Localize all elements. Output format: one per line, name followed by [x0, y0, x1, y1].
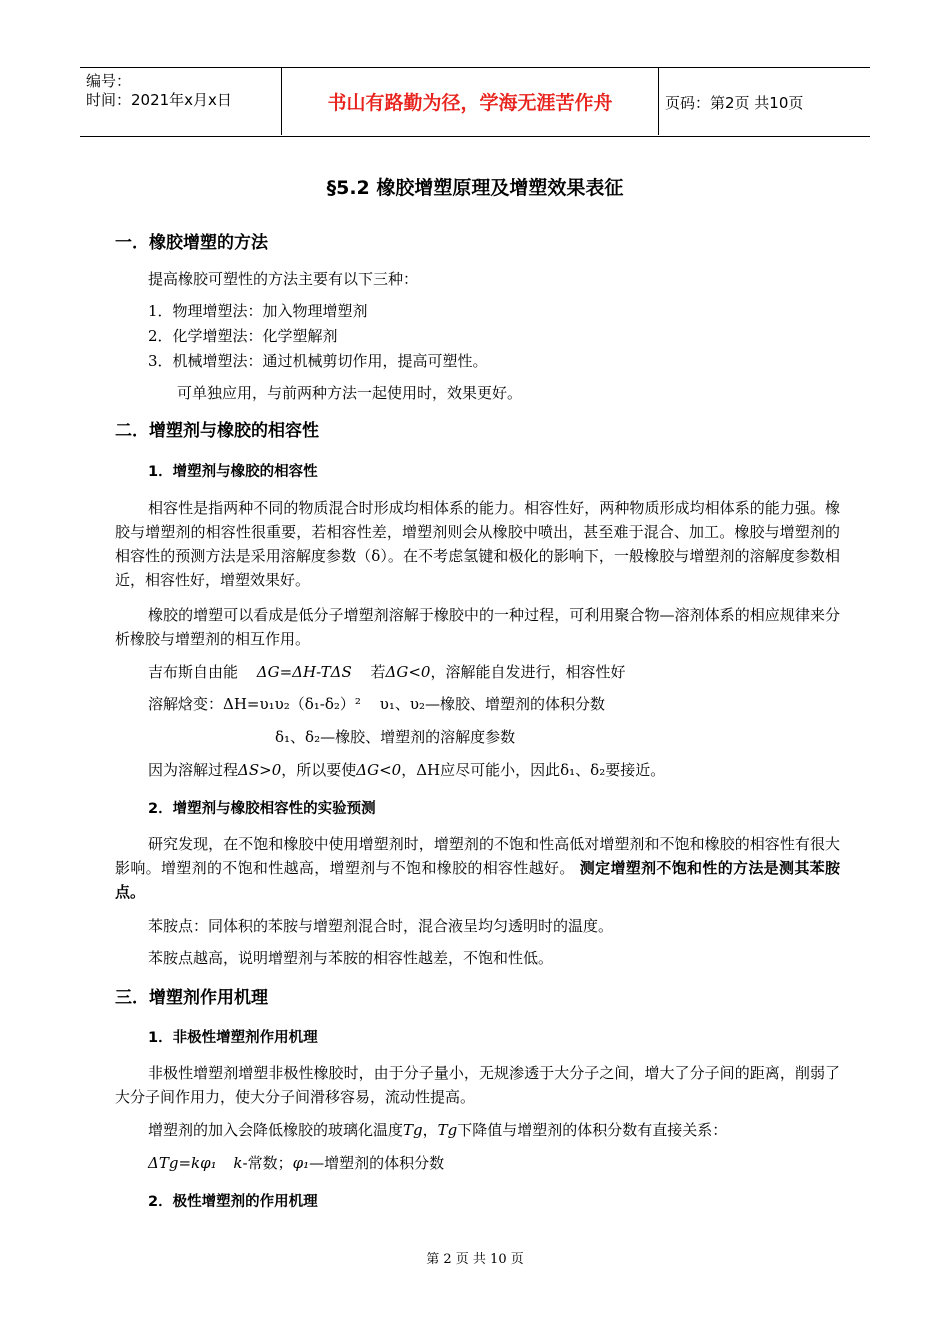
enthalpy-desc: υ₁、υ₂—橡胶、增塑剂的体积分数	[379, 695, 605, 713]
s3-eq-desc: -常数；	[242, 1154, 293, 1172]
date-label: 时间：2021年x月x日	[86, 91, 232, 109]
s2-p5: 苯胺点越高，说明增塑剂与苯胺的相容性越差，不饱和性低。	[148, 949, 554, 967]
s1-intro: 提高橡胶可塑性的方法主要有以下三种：	[148, 270, 419, 288]
because-b: ΔS>0	[238, 761, 282, 779]
delta-desc: δ₁、δ₂—橡胶、增塑剂的溶解度参数	[275, 728, 516, 746]
enthalpy-label: 溶解焓变：ΔH=υ₁υ₂（δ₁-δ₂）²	[148, 695, 361, 713]
section-1-heading: 一．橡胶增塑的方法	[115, 233, 268, 253]
s3-p2	[148, 1119, 727, 1140]
page-title: §5.2 橡胶增塑原理及增塑效果表征	[326, 177, 624, 199]
gibbs-label: 吉布斯自由能	[148, 663, 239, 681]
s2-p1: 相容性是指两种不同的物质混合时形成均相体系的能力。相容性好，两种物质形成均相体系的能力强。橡胶与增塑剂的相容性很重要，若相容性差，增塑剂则会从橡胶中喷出，甚至难于混合、加工。橡胶与增塑剂的相容性的预测方法是采用溶解度参数（δ）。在不考虑氢键和极化的影响下，一般橡胶与增塑剂的溶解度参数相近，相容性好，增塑效果好。	[115, 499, 840, 589]
s3-p2e: 下降值与增塑剂的体积分数有直接关系：	[457, 1121, 728, 1139]
s3-p2c: ，	[422, 1121, 438, 1139]
because-line	[148, 759, 665, 780]
because-d: ΔG<0	[356, 761, 402, 779]
section-3-heading: 三．增塑剂作用机理	[115, 988, 268, 1008]
s3-sub2: 2．极性增塑剂的作用机理	[148, 1194, 318, 1210]
s1-item-3: 3．机械增塑法：通过机械剪切作用，提高可塑性。	[148, 352, 488, 370]
s1-item-1: 1．物理增塑法：加入物理增塑剂	[148, 302, 368, 320]
s2-p3-bold: 测定增塑剂不饱和性的方法是测其苯胺点。	[115, 859, 840, 901]
page-header	[80, 67, 870, 137]
s3-sub1: 1．非极性增塑剂作用机理	[148, 1030, 318, 1046]
header-page-label: 页码：第2页 共10页	[665, 94, 804, 112]
gibbs-if: 若	[370, 663, 386, 681]
number-label: 编号：	[86, 72, 132, 90]
s2-sub1: 1．增塑剂与橡胶的相容性	[148, 464, 318, 480]
s3-p2a: 增塑剂的加入会降低橡胶的玻璃化温度	[148, 1121, 404, 1139]
s3-eq-phi: φ₁	[292, 1154, 310, 1172]
enthalpy-line	[148, 693, 605, 714]
s2-p2: 橡胶的增塑可以看成是低分子增塑剂溶解于橡胶中的一种过程，可利用聚合物—溶剂体系的相应规律来分析橡胶与增塑剂的相互作用。	[115, 606, 840, 648]
s3-eq-k: k	[233, 1154, 243, 1172]
s2-p3-text: 研究发现，在不饱和橡胶中使用增塑剂时，增塑剂的不饱和性高低对增塑剂和不饱和橡胶的相容性有很大影响。增塑剂的不饱和性越高，增塑剂与不饱和橡胶的相容性越好。	[115, 835, 840, 877]
because-e: ，ΔH应尽可能小，因此δ₁、δ₂要接近。	[401, 761, 666, 779]
s1-item-2: 2．化学增塑法：化学塑解剂	[148, 327, 338, 345]
header-meta	[86, 72, 278, 110]
gibbs-equation: ΔG=ΔH-TΔS	[256, 663, 352, 681]
s3-eq: ΔTg=kφ₁	[148, 1154, 217, 1172]
s3-p1: 非极性增塑剂增塑非极性橡胶时，由于分子量小，无规渗透于大分子之间，增大了分子间的距离，削弱了大分子间作用力，使大分子间滑移容易，流动性提高。	[115, 1064, 840, 1106]
s2-p4: 苯胺点：同体积的苯胺与增塑剂混合时，混合液呈均匀透明时的温度。	[148, 917, 614, 935]
page-footer: 第 2 页 共 10 页	[426, 1252, 524, 1267]
s2-p3	[115, 832, 840, 904]
s3-eq-desc2: —增塑剂的体积分数	[309, 1154, 445, 1172]
s2-sub2: 2．增塑剂与橡胶相容性的实验预测	[148, 801, 376, 817]
because-c: ，所以要使	[281, 761, 357, 779]
s3-p2b: Tg	[403, 1121, 423, 1139]
section-2-heading: 二．增塑剂与橡胶的相容性	[115, 421, 319, 441]
s1-note: 可单独应用，与前两种方法一起使用时，效果更好。	[177, 384, 523, 402]
s3-eq-line	[148, 1152, 444, 1173]
gibbs-line	[148, 661, 626, 682]
header-motto: 书山有路勤为径，学海无涯苦作舟	[281, 67, 659, 135]
s3-p2d: Tg	[437, 1121, 458, 1139]
because-a: 因为溶解过程	[148, 761, 239, 779]
gibbs-result: ，溶解能自发进行，相容性好	[430, 663, 626, 681]
gibbs-condition: ΔG<0	[385, 663, 431, 681]
